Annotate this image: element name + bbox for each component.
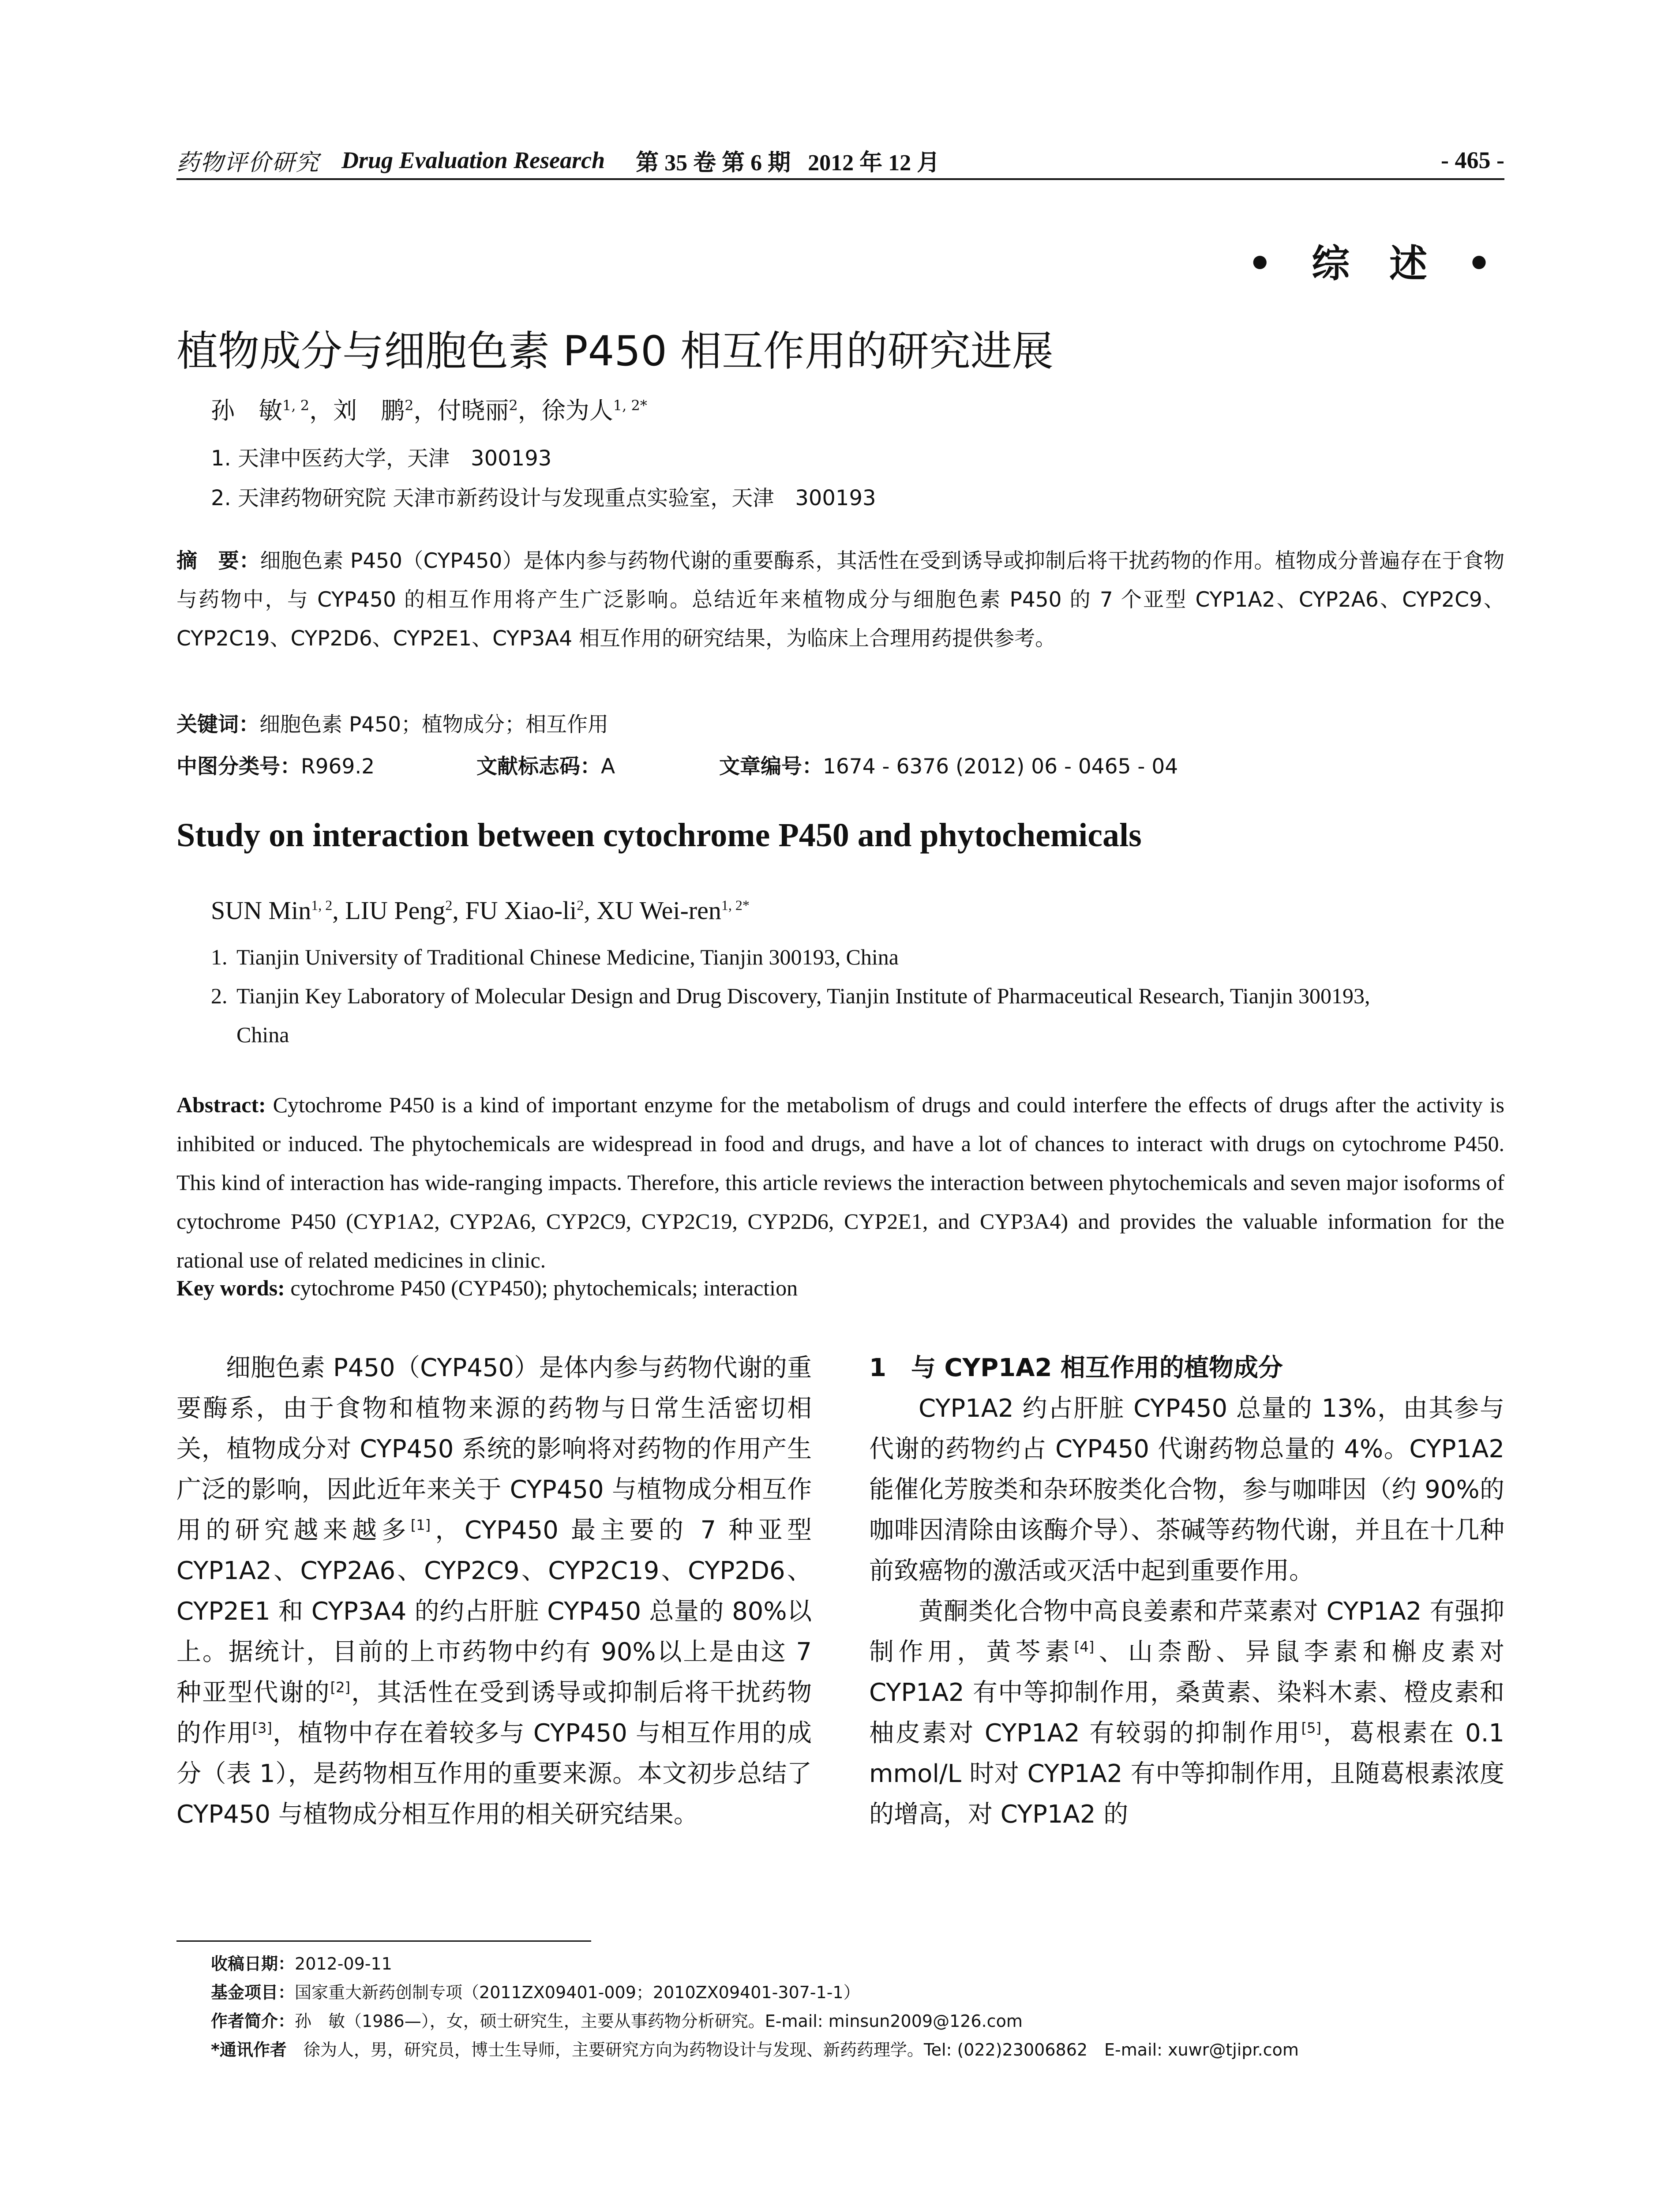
title-chinese: 植物成分与细胞色素 P450 相互作用的研究进展 [176,327,1054,375]
citation: [3] [252,1719,272,1737]
footnote-divider [176,1940,591,1942]
abstract-english [176,1085,1504,1279]
page-number: - 465 - [1441,147,1504,173]
affiliation-continuation: China [236,1022,289,1047]
authors-chinese [211,392,647,426]
footnote-text: 2012-09-11 [295,1954,392,1973]
author-name: 刘 鹏 [333,397,405,424]
footnote-corresponding [211,2036,1299,2060]
author-affil-sup: 1, 2* [613,397,647,414]
author-name-en: , FU Xiao-li [452,896,577,925]
footnote-label: 收稿日期： [211,1954,295,1973]
affiliation-cn-1: 1. 天津中医药大学，天津 300193 [211,446,552,471]
affiliation-cn-2: 2. 天津药物研究院 天津市新药设计与发现重点实验室，天津 300193 [211,486,876,510]
journal-name: Drug Evaluation Research [341,147,605,173]
intro-paragraph [176,1348,812,1835]
author-sep: ， [309,397,334,424]
keywords-en-text: cytochrome P450 (CYP450); phytochemicals; interaction [285,1276,798,1300]
keywords-cn-label: 关键词： [176,713,259,737]
footnote-author-bio [211,2007,1023,2032]
authors-english [211,896,750,925]
affiliation-en-1 [211,938,1506,976]
footnote-label: 作者简介： [211,2011,295,2031]
doc-code-field [476,750,615,780]
issue-info: 第 35 卷 第 6 期 2012 年 12 月 [636,150,940,176]
body-text: ，植物中存在着较多与 CYP450 与相互作用的成分（表 1），是药物相互作用的重要来源。本文初步总结了 CYP450 与植物成分相互作用的相关研究结果。 [176,1719,812,1829]
section-heading: 1 与 CYP1A2 相互作用的植物成分 [869,1354,1283,1382]
classification-row [176,750,1504,777]
body-text: 黄酮类化合物中高良姜素和芹菜素对 CYP1A2 有强抑制作用，黄芩素 [869,1597,1504,1666]
keywords-english [176,1275,798,1301]
body-column-right [869,1348,1504,1835]
article-no-field [719,750,1178,780]
author-affil-sup: 2 [445,897,453,913]
footnote-text: 国家重大新药创制专项（2011ZX09401-009；2010ZX09401-307-1-1） [295,1983,860,2002]
author-sep: ， [518,397,542,424]
section-paragraph-1: CYP1A2 约占肝脏 CYP450 总量的 13%，由其参与代谢的药物约占 CYP450 代谢药物总量的 4%。CYP1A2 能催化芳胺类和杂环胺类化合物，参与咖啡因（约 90%的咖啡因清除由该酶介导）、茶碱等药物代谢，并且在十几种前致癌物的激活或灭活中起到重要作用。 [869,1394,1504,1585]
author-name: 徐为人 [541,397,613,424]
body-text: ，CYP450 最主要的 7 种亚型 CYP1A2、CYP2A6、CYP2C9、CYP2C19、CYP2D6、CYP2E1 和 CYP3A4 的约占肝脏 CYP450 总量的 80%以上。据统计，目前的上市药物中约有 90%以上是由这 7 种亚型代谢的 [176,1516,812,1707]
author-affil-sup: 1, 2 [282,397,310,414]
running-header [176,140,1504,180]
journal-logo: 药物评价研究 [176,149,320,176]
body-text: 、山柰酚、异鼠李素和槲皮素对 CYP1A2 有中等抑制作用，桑黄素、染料木素、橙皮素和柚皮素对 CYP1A2 有较弱的抑制作用 [869,1638,1505,1748]
keywords-chinese [176,708,608,738]
doc-code-label: 文献标志码： [476,754,601,779]
body-column-left [176,1348,812,1835]
author-name-en: SUN Min [211,896,311,925]
abstract-chinese [176,542,1504,658]
author-affil-sup: 2 [577,897,584,913]
author-sep: ， [413,397,438,424]
affiliation-en-2 [211,976,1506,1054]
footnote-label: 基金项目： [211,1983,295,2002]
footnote-text: 孙 敏（1986—），女，硕士研究生，主要从事药物分析研究。E-mail: minsun2009@126.com [295,2011,1023,2031]
title-english: Study on interaction between cytochrome P450 and phytochemicals [176,817,1142,854]
author-name-en: , LIU Peng [332,896,446,925]
affiliation-text: Tianjin University of Traditional Chinese Medicine, Tianjin 300193, China [236,945,899,969]
author-name: 付晓丽 [437,397,509,424]
author-name-en: , XU Wei-ren [584,896,721,925]
affiliation-text: Tianjin Key Laboratory of Molecular Design and Drug Discovery, Tianjin Institute of Pharmaceutical Research, Tianjin 300193, [236,983,1370,1008]
footnote-received [211,1950,392,1974]
citation: [2] [330,1679,350,1696]
abstract-cn-text: 细胞色素 P450（CYP450）是体内参与药物代谢的重要酶系，其活性在受到诱导或抑制后将干扰药物的作用。植物成分普遍存在于食物与药物中，与 CYP450 的相互作用将产生广泛影响。总结近年来植物成分与细胞色素 P450 的 7 个亚型 CYP1A2、CYP2A6、CYP2C9、CYP2C19、CYP2D6、CYP2E1、CYP3A4 相互作用的研究结果，为临床上合理用药提供参考。 [176,549,1504,651]
keywords-en-label: Key words: [176,1276,285,1300]
abstract-cn-label: 摘 要： [176,549,260,573]
abstract-en-text: Cytochrome P450 is a kind of important enzyme for the metabolism of drugs and could interfere the effects of drugs after the activity is inhibited or induced. The phytochemicals are widespread in food and drugs, and have a lot of chances to interact with drugs on cytochrome P450. This kind of interaction has wide-ranging impacts. Therefore, this article reviews the interaction between phytochemicals and seven major isoforms of cytochrome P450 (CYP1A2, CYP2A6, CYP2C9, CYP2C19, CYP2D6, CYP2E1, and CYP3A4) and provides the valuable information for the rational use of related medicines in clinic. [176,1092,1504,1272]
body-text: ，葛根素在 0.1 mmol/L 时对 CYP1A2 有中等抑制作用，且随葛根素浓度的增高，对 CYP1A2 的 [869,1719,1505,1829]
body-text: 细胞色素 P450（CYP450）是体内参与药物代谢的重要酶系，由于食物和植物来源的药物与日常生活密切相关，植物成分对 CYP450 系统的影响将对药物的作用产生广泛的影响，因此近年来关于 CYP450 与植物成分相互作用的研究越来越多 [176,1354,812,1545]
footnote-label: *通讯作者 [211,2040,287,2060]
author-affil-sup: 1, 2* [721,897,750,913]
header-divider [176,178,1504,180]
affiliation-number: 2. [211,983,228,1008]
clc-field [176,750,375,780]
author-affil-sup: 2 [405,397,414,414]
citation: [1] [410,1516,431,1534]
clc-label: 中图分类号： [176,754,301,779]
article-no-value: 1674 - 6376 (2012) 06 - 0465 - 04 [823,754,1178,779]
article-no-label: 文章编号： [719,754,823,779]
footnote-text: 徐为人，男，研究员，博士生导师，主要研究方向为药物设计与发现、新药药理学。Tel: (022)23006862 E-mail: xuwr@tjipr.com [286,2040,1299,2060]
abstract-en-label: Abstract: [176,1092,266,1117]
affiliation-number: 1. [211,945,228,969]
author-name: 孙 敏 [211,397,282,424]
clc-value: R969.2 [301,754,375,779]
author-affil-sup: 2 [509,397,518,414]
citation: [5] [1301,1719,1321,1737]
author-affil-sup: 1, 2 [311,897,333,913]
body-text: ，其活性在受到诱导或抑制后将干扰药物的作用 [176,1678,812,1748]
footnote-funding [211,1979,860,2003]
column-tag: • 综 述 • [1248,241,1504,286]
citation: [4] [1074,1638,1095,1655]
keywords-cn-text: 细胞色素 P450；植物成分；相互作用 [259,713,608,737]
doc-code-value: A [601,754,615,779]
section-paragraph-2 [869,1591,1504,1835]
